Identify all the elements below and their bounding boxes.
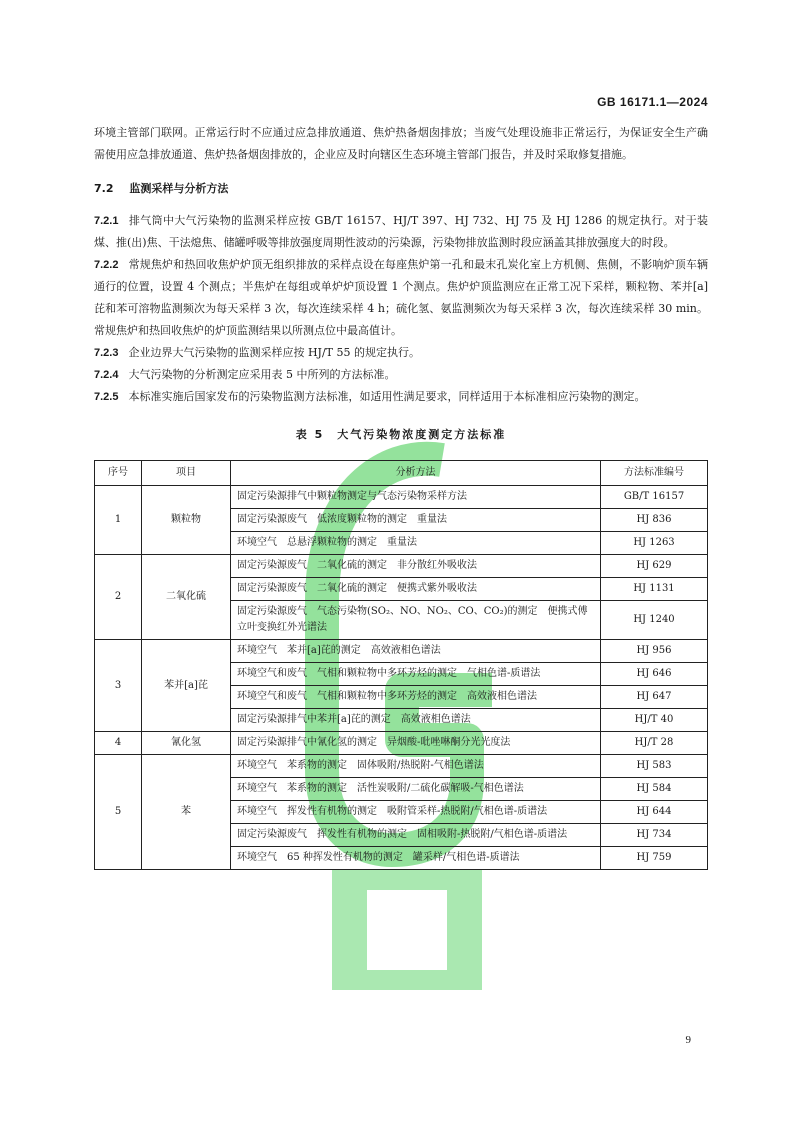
cell-code: HJ 584 <box>601 778 708 801</box>
cell-method: 固定污染源排气中氰化氢的测定 异烟酸-吡唑啉酮分光光度法 <box>231 732 601 755</box>
intro-paragraph: 环境主管部门联网。正常运行时不应通过应急排放通道、焦炉热备烟囱排放；当废气处理设施非正常运行，为保证安全生产确需使用应急排放通道、焦炉热备烟囱排放的，企业应及时向辖区生态环境主管部门报告，并及时采取修复措施。 <box>94 126 708 161</box>
cell-code: HJ 647 <box>601 686 708 709</box>
section-heading <box>94 178 708 200</box>
document-body <box>94 122 708 870</box>
cell-code: HJ 759 <box>601 847 708 870</box>
cell-no: 5 <box>95 755 142 870</box>
cell-code: HJ/T 40 <box>601 709 708 732</box>
cell-method: 固定污染源排气中颗粒物测定与气态污染物采样方法 <box>231 486 601 509</box>
methods-table <box>94 460 708 870</box>
cell-code: GB/T 16157 <box>601 486 708 509</box>
clause-text: 企业边界大气污染物的监测采样应按 HJ/T 55 的规定执行。 <box>128 346 420 359</box>
cell-item: 苯 <box>142 755 231 870</box>
cell-code: HJ 644 <box>601 801 708 824</box>
table-header-row <box>95 461 708 486</box>
cell-item: 二氧化硫 <box>142 555 231 640</box>
cell-code: HJ 1240 <box>601 601 708 640</box>
clause-7-2-4 <box>94 364 708 386</box>
cell-no: 2 <box>95 555 142 640</box>
table-body <box>95 486 708 870</box>
header-no: 序号 <box>95 461 142 486</box>
cell-item: 苯并[a]芘 <box>142 640 231 732</box>
clause-number: 7.2.5 <box>94 391 119 403</box>
cell-method: 固定污染源废气 低浓度颗粒物的测定 重量法 <box>231 509 601 532</box>
clause-text: 排气筒中大气污染物的监测采样应按 GB/T 16157、HJ/T 397、HJ 732、HJ 75 及 HJ 1286 的规定执行。对于装煤、推(出)焦、干法熄焦、储罐呼吸等排放强度周期性波动的污染源，污染物排放监测时段应涵盖其排放强度大的时段。 <box>94 214 708 249</box>
section-title: 监测采样与分析方法 <box>129 182 229 195</box>
table-row <box>95 755 708 778</box>
cell-code: HJ 734 <box>601 824 708 847</box>
cell-method: 环境空气 65 种挥发性有机物的测定 罐采样/气相色谱-质谱法 <box>231 847 601 870</box>
standard-code: GB 16171.1—2024 <box>597 95 708 109</box>
cell-code: HJ 1131 <box>601 578 708 601</box>
cell-method: 环境空气和废气 气相和颗粒物中多环芳烃的测定 高效液相色谱法 <box>231 686 601 709</box>
header-item: 项目 <box>142 461 231 486</box>
clause-7-2-1 <box>94 210 708 254</box>
cell-method: 固定污染源废气 二氧化硫的测定 便携式紫外吸收法 <box>231 578 601 601</box>
cell-code: HJ 836 <box>601 509 708 532</box>
clause-number: 7.2.2 <box>94 259 119 271</box>
cell-method: 固定污染源排气中苯并[a]芘的测定 高效液相色谱法 <box>231 709 601 732</box>
cell-method: 环境空气 苯系物的测定 活性炭吸附/二硫化碳解吸-气相色谱法 <box>231 778 601 801</box>
header-code: 方法标准编号 <box>601 461 708 486</box>
clause-text: 大气污染物的分析测定应采用表 5 中所列的方法标准。 <box>128 368 396 381</box>
cell-method: 环境空气 苯并[a]芘的测定 高效液相色谱法 <box>231 640 601 663</box>
cell-code: HJ 646 <box>601 663 708 686</box>
table-row <box>95 640 708 663</box>
clause-number: 7.2.3 <box>94 347 119 359</box>
cell-method: 固定污染源废气 挥发性有机物的测定 固相吸附-热脱附/气相色谱-质谱法 <box>231 824 601 847</box>
cell-code: HJ 956 <box>601 640 708 663</box>
header-method: 分析方法 <box>231 461 601 486</box>
cell-method: 环境空气 挥发性有机物的测定 吸附管采样-热脱附/气相色谱-质谱法 <box>231 801 601 824</box>
clause-number: 7.2.1 <box>94 215 119 227</box>
clause-7-2-5 <box>94 386 708 408</box>
cell-code: HJ/T 28 <box>601 732 708 755</box>
table-row <box>95 486 708 509</box>
cell-no: 3 <box>95 640 142 732</box>
table-row <box>95 732 708 755</box>
clause-7-2-2 <box>94 254 708 342</box>
cell-method: 环境空气和废气 气相和颗粒物中多环芳烃的测定 气相色谱-质谱法 <box>231 663 601 686</box>
cell-code: HJ 629 <box>601 555 708 578</box>
section-number: 7.2 <box>94 182 114 195</box>
cell-no: 4 <box>95 732 142 755</box>
clause-list <box>94 210 708 408</box>
clause-number: 7.2.4 <box>94 369 119 381</box>
clause-text: 常规焦炉和热回收焦炉炉顶无组织排放的采样点设在每座焦炉第一孔和最末孔炭化室上方机侧、焦侧，不影响炉顶车辆通行的位置，设置 4 个测点；半焦炉在每组或单炉炉顶设置 1 个测点。焦炉炉顶监测应在正常工况下采样，颗粒物、苯并[a]芘和苯可溶物监测频次为每天采样 3 次，每次连续采样 4 h；硫化氢、氨监测频次为每天采样 3 次，每次连续采样 30 min。常规焦炉和热回收焦炉的炉顶监测结果以所测点位中最高值计。 <box>94 258 708 337</box>
cell-method: 环境空气 苯系物的测定 固体吸附/热脱附-气相色谱法 <box>231 755 601 778</box>
cell-no: 1 <box>95 486 142 555</box>
cell-code: HJ 1263 <box>601 532 708 555</box>
clause-7-2-3 <box>94 342 708 364</box>
table-title: 表 5 大气污染物浓度测定方法标准 <box>295 428 507 441</box>
table-row <box>95 555 708 578</box>
clause-text: 本标准实施后国家发布的污染物监测方法标准，如适用性满足要求，同样适用于本标准相应污染物的测定。 <box>128 390 646 403</box>
cell-item: 氰化氢 <box>142 732 231 755</box>
cell-method: 固定污染源废气 气态污染物(SO₂、NO、NO₂、CO、CO₂)的测定 便携式傅立叶变换红外光谱法 <box>231 601 601 640</box>
cell-code: HJ 583 <box>601 755 708 778</box>
page-number: 9 <box>685 1034 691 1046</box>
cell-method: 环境空气 总悬浮颗粒物的测定 重量法 <box>231 532 601 555</box>
cell-method: 固定污染源废气 二氧化硫的测定 非分散红外吸收法 <box>231 555 601 578</box>
cell-item: 颗粒物 <box>142 486 231 555</box>
